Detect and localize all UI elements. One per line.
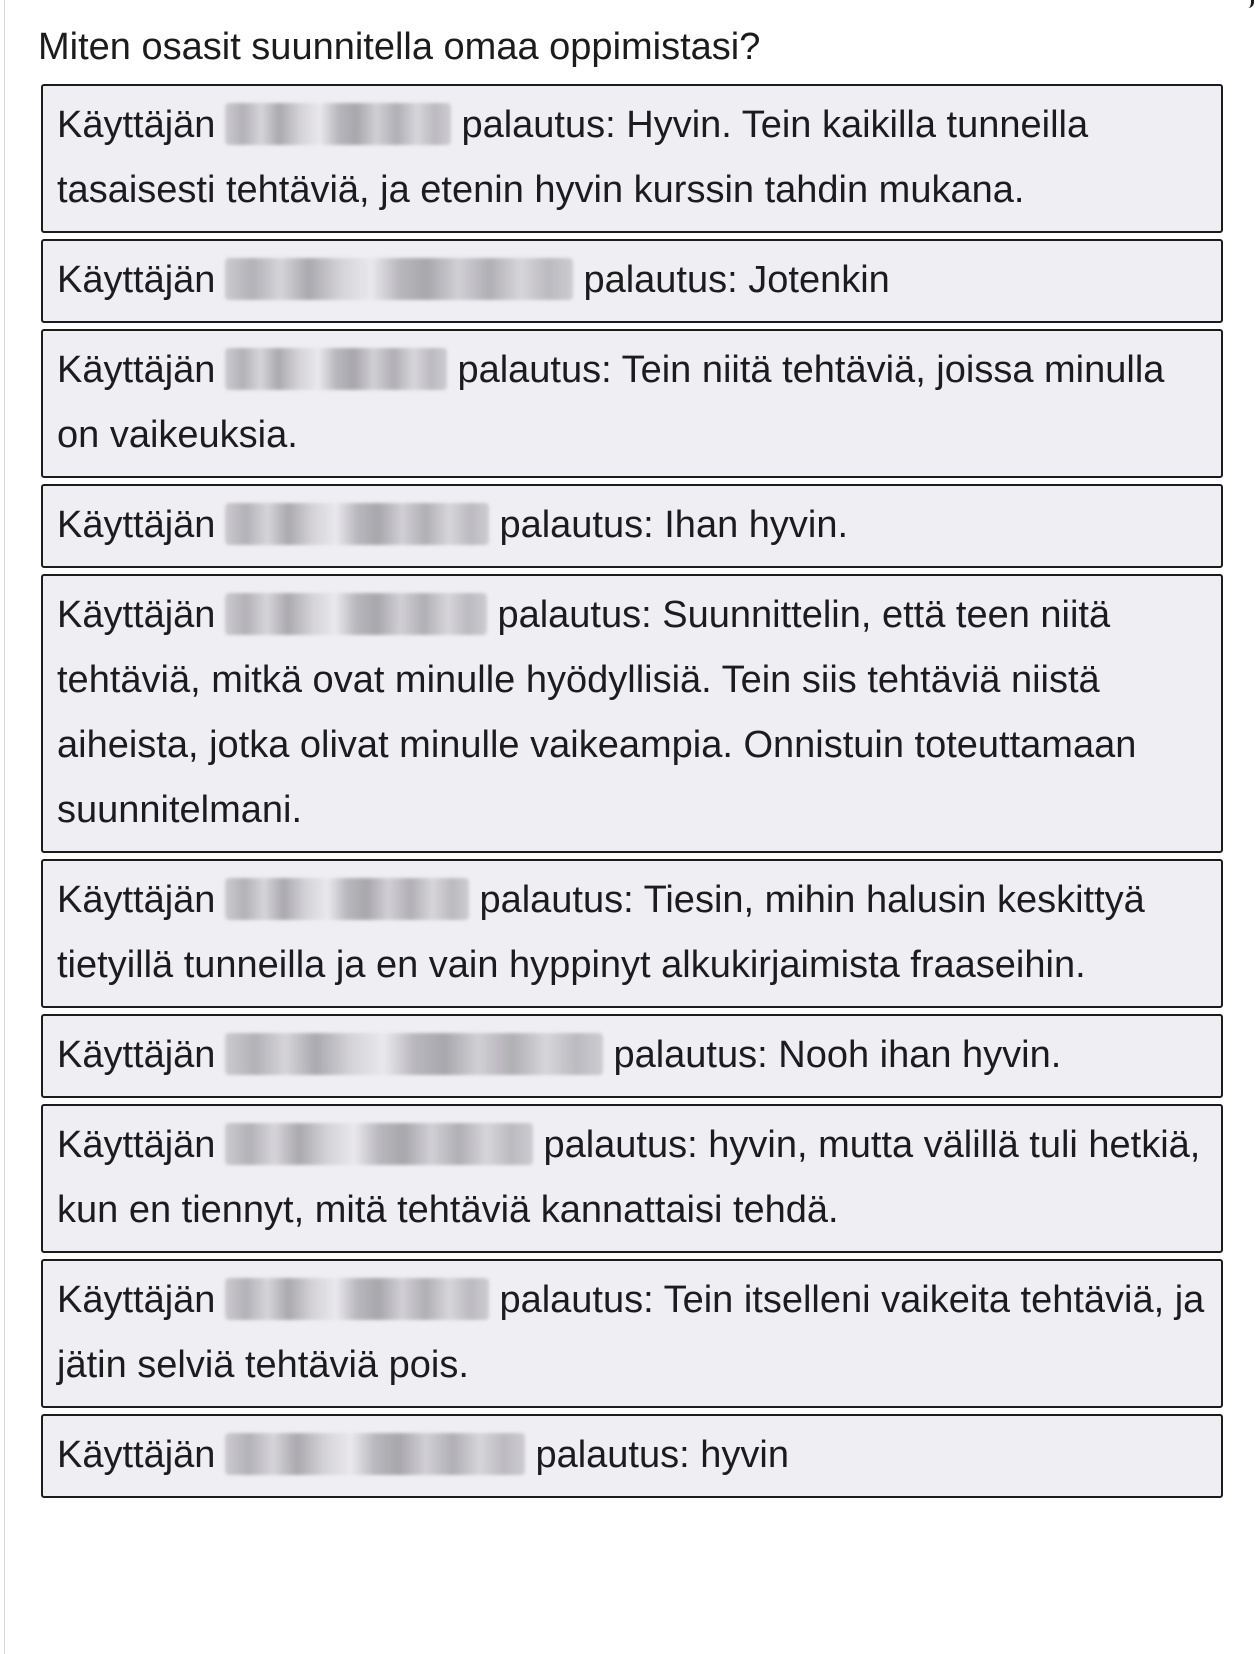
response-suffix: palautus:	[457, 349, 612, 391]
redacted-username	[225, 593, 487, 635]
response-item	[41, 859, 1223, 1008]
response-prefix: Käyttäjän	[57, 504, 216, 546]
response-text: Suunnittelin, että teen niitä tehtäviä, mitkä ovat minulle hyödyllisiä. Tein siis tehtäviä niistä aiheista, jotka olivat minulle vaikeampia. Onnistuin toteuttamaan suunnitelmani.	[57, 594, 1147, 831]
redacted-username	[225, 348, 447, 390]
response-prefix: Käyttäjän	[57, 1124, 216, 1166]
redacted-username	[225, 258, 573, 300]
response-suffix: palautus:	[613, 1034, 768, 1076]
response-item	[41, 1104, 1223, 1253]
response-prefix: Käyttäjän	[57, 879, 216, 921]
response-prefix: Käyttäjän	[57, 104, 216, 146]
response-text: Ihan hyvin.	[664, 504, 849, 546]
response-prefix: Käyttäjän	[57, 1034, 216, 1076]
response-list	[41, 84, 1223, 1504]
question-heading: Miten osasit suunnitella omaa oppimistasi?	[38, 26, 761, 68]
response-text: Jotenkin	[748, 259, 890, 301]
response-suffix: palautus:	[535, 1434, 690, 1476]
response-item	[41, 1414, 1223, 1498]
response-item	[41, 239, 1223, 323]
redacted-username	[225, 1033, 603, 1075]
response-item	[41, 1259, 1223, 1408]
response-item	[41, 84, 1223, 233]
response-text: Hyvin. Tein kaikilla tunneilla tasaisesti tehtäviä, ja etenin hyvin kurssin tahdin mukana.	[57, 104, 1099, 211]
response-prefix: Käyttäjän	[57, 1279, 216, 1321]
response-text: Nooh ihan hyvin.	[778, 1034, 1062, 1076]
response-suffix: palautus:	[499, 504, 654, 546]
redacted-username	[225, 1278, 489, 1320]
response-item	[41, 484, 1223, 568]
response-text: hyvin	[700, 1434, 789, 1476]
response-suffix: palautus:	[479, 879, 634, 921]
redacted-username	[225, 1433, 525, 1475]
response-suffix: palautus:	[499, 1279, 654, 1321]
redacted-username	[225, 878, 469, 920]
response-prefix: Käyttäjän	[57, 594, 216, 636]
response-suffix: palautus:	[461, 104, 616, 146]
response-item	[41, 574, 1223, 853]
redacted-username	[225, 1123, 533, 1165]
response-suffix: palautus:	[583, 259, 738, 301]
response-text: Tiesin, mihin halusin keskittyä tietyillä tunneilla ja en vain hyppinyt alkukirjaimista fraaseihin.	[57, 879, 1156, 986]
corner-mark	[1245, 0, 1254, 8]
page-left-border	[4, 0, 5, 1654]
response-text: Tein itselleni vaikeita tehtäviä, ja jätin selviä tehtäviä pois.	[57, 1279, 1215, 1386]
redacted-username	[225, 503, 489, 545]
response-item	[41, 329, 1223, 478]
response-text: hyvin, mutta välillä tuli hetkiä, kun en tiennyt, mitä tehtäviä kannattaisi tehdä.	[57, 1124, 1211, 1231]
response-suffix: palautus:	[543, 1124, 698, 1166]
redacted-username	[225, 103, 451, 145]
response-prefix: Käyttäjän	[57, 259, 216, 301]
response-text: Tein niitä tehtäviä, joissa minulla on vaikeuksia.	[57, 349, 1175, 456]
response-prefix: Käyttäjän	[57, 349, 216, 391]
response-item	[41, 1014, 1223, 1098]
response-prefix: Käyttäjän	[57, 1434, 216, 1476]
response-suffix: palautus:	[497, 594, 652, 636]
